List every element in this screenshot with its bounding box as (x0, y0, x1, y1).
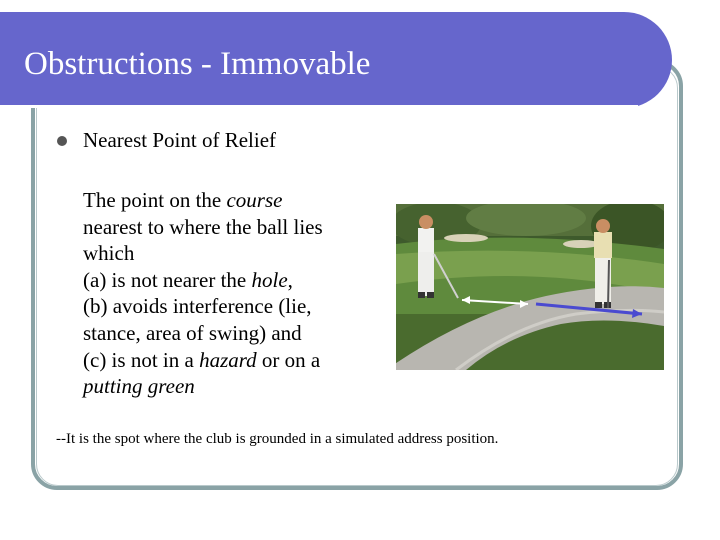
text-run: or on a (256, 347, 321, 372)
paragraph-line-4 (83, 267, 383, 294)
italic-term-hole: hole (251, 267, 288, 292)
italic-term-course: course (226, 188, 283, 212)
footnote-text: --It is the spot where the club is grounded in a simulated address position. (56, 431, 499, 447)
slide-title: Obstructions - Immovable (24, 46, 371, 82)
text-run: (a) is not nearer the (83, 267, 252, 292)
italic-term-putting-green: putting green (83, 374, 195, 399)
title-underline (0, 105, 638, 108)
golf-cart-path-photo (396, 204, 664, 370)
paragraph-line-8 (83, 373, 383, 400)
text-run: The point on the (83, 188, 227, 212)
bullet-heading: Nearest Point of Relief (83, 128, 277, 152)
title-banner (0, 12, 672, 108)
text-run: (c) is not in a (83, 347, 200, 372)
text-run: , (287, 267, 293, 292)
paragraph-line-6: stance, area of swing) and (83, 320, 302, 345)
bullet-icon (57, 136, 67, 146)
definition-paragraph (83, 187, 383, 400)
paragraph-line-5: (b) avoids interference (lie, (83, 294, 312, 319)
paragraph-line-2: nearest to where the ball lies (83, 214, 323, 239)
paragraph-line-7 (83, 347, 383, 374)
photo-illustration (396, 204, 664, 370)
paragraph-line-1 (83, 187, 383, 214)
paragraph-line-3: which (83, 241, 135, 266)
italic-term-hazard: hazard (199, 347, 257, 372)
